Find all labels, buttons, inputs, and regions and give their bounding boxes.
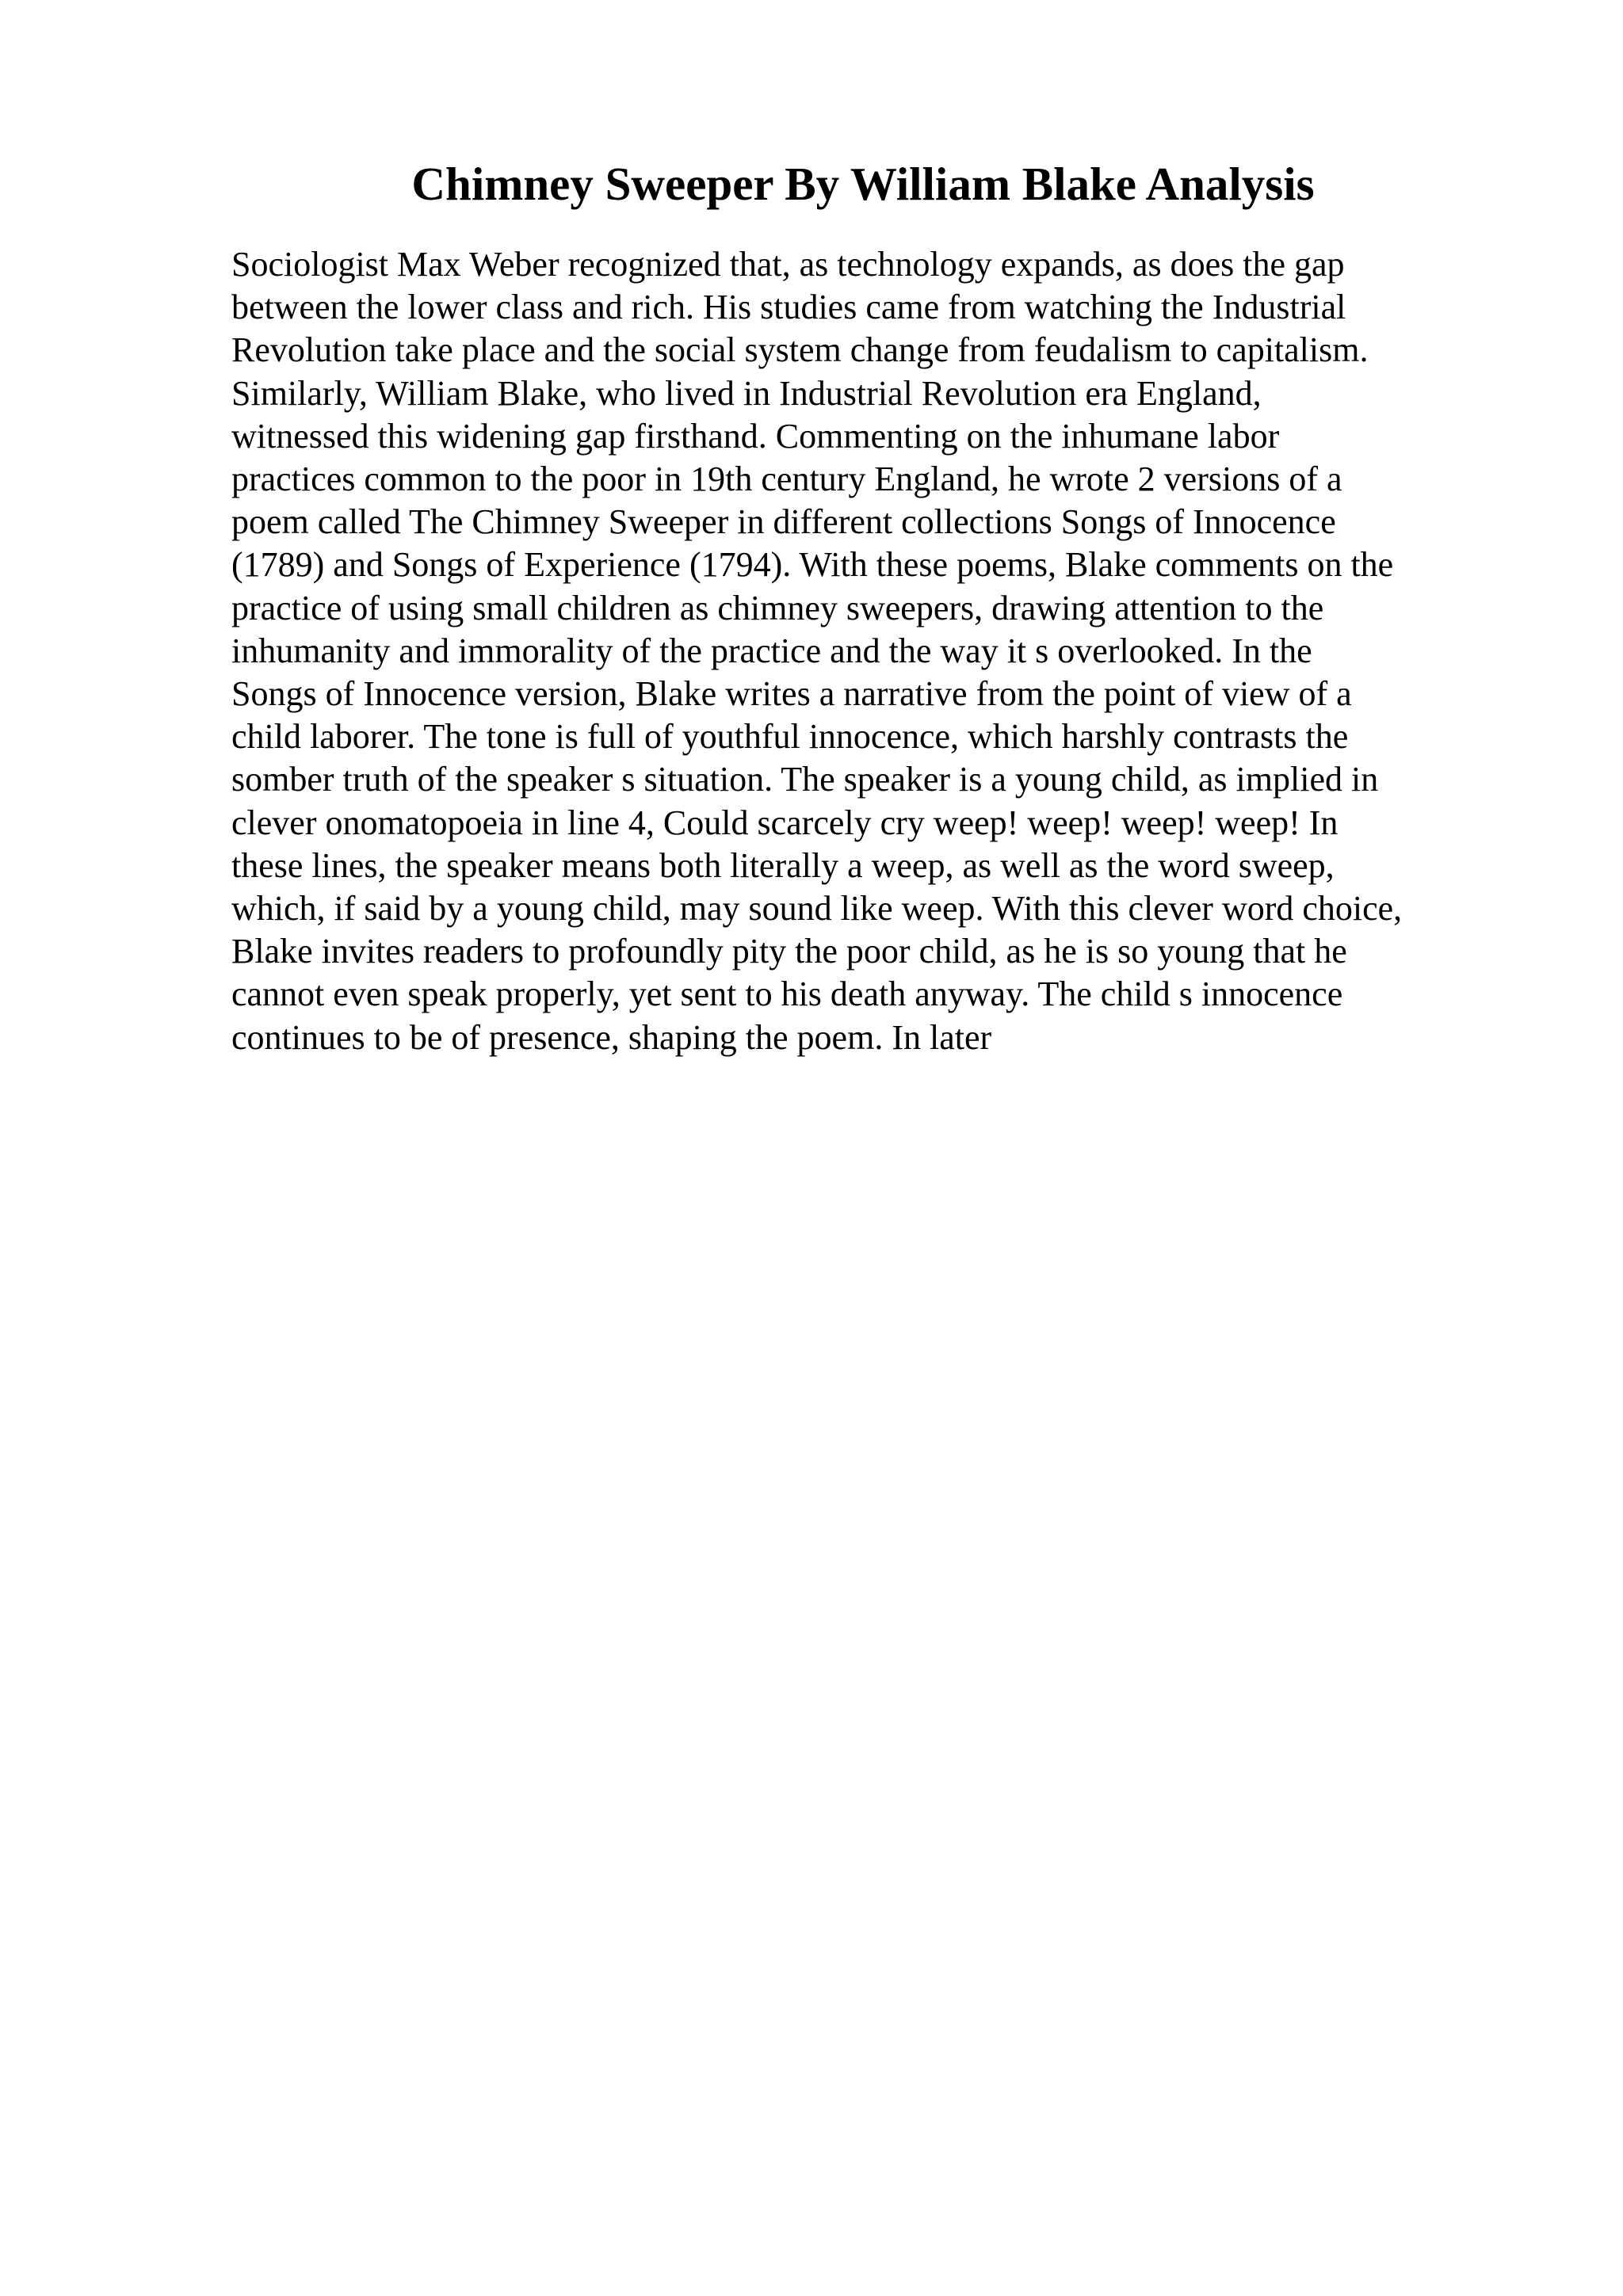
text-line: Similarly, William Blake, who lived in Industrial Revolution era England, bbox=[231, 373, 1262, 413]
text-line: Songs of Innocence version, Blake writes a narrative from the point of view of a bbox=[231, 674, 1352, 714]
text-line: these lines, the speaker means both literally a weep, as well as the word sweep, bbox=[231, 845, 1335, 885]
text-line: witnessed this widening gap firsthand. Commenting on the inhumane labor bbox=[231, 416, 1280, 456]
text-line: child laborer. The tone is full of youthful innocence, which harshly contrasts the bbox=[231, 717, 1349, 757]
text-line: Sociologist Max Weber recognized that, as technology expands, as does the gap bbox=[231, 245, 1345, 284]
text-line: inhumanity and immorality of the practice and the way it s overlooked. In the bbox=[231, 631, 1312, 670]
text-line: cannot even speak properly, yet sent to his death anyway. The child s innocence bbox=[231, 974, 1343, 1014]
text-line: (1789) and Songs of Experience (1794). With these poems, Blake comments on the bbox=[231, 545, 1394, 585]
text-line: between the lower class and rich. His studies came from watching the Industrial bbox=[231, 288, 1346, 327]
text-line: Blake invites readers to profoundly pity the poor child, as he is so young that he bbox=[231, 932, 1347, 971]
text-line: Revolution take place and the social system change from feudalism to capitalism. bbox=[231, 330, 1369, 370]
text-line: practice of using small children as chimney sweepers, drawing attention to the bbox=[231, 588, 1324, 627]
document-title: Chimney Sweeper By William Blake Analysis bbox=[411, 158, 1315, 210]
text-line: practices common to the poor in 19th century England, he wrote 2 versions of a bbox=[231, 460, 1342, 499]
text-line: which, if said by a young child, may sound like weep. With this clever word choice, bbox=[231, 889, 1403, 929]
body-paragraph bbox=[231, 243, 1515, 1059]
text-line: clever onomatopoeia in line 4, Could scarcely cry weep! weep! weep! weep! In bbox=[231, 803, 1338, 842]
text-line: poem called The Chimney Sweeper in different collections Songs of Innocence bbox=[231, 502, 1336, 542]
text-line: somber truth of the speaker s situation. The speaker is a young child, as implied in bbox=[231, 760, 1379, 799]
text-line: continues to be of presence, shaping the poem. In later bbox=[231, 1017, 992, 1057]
